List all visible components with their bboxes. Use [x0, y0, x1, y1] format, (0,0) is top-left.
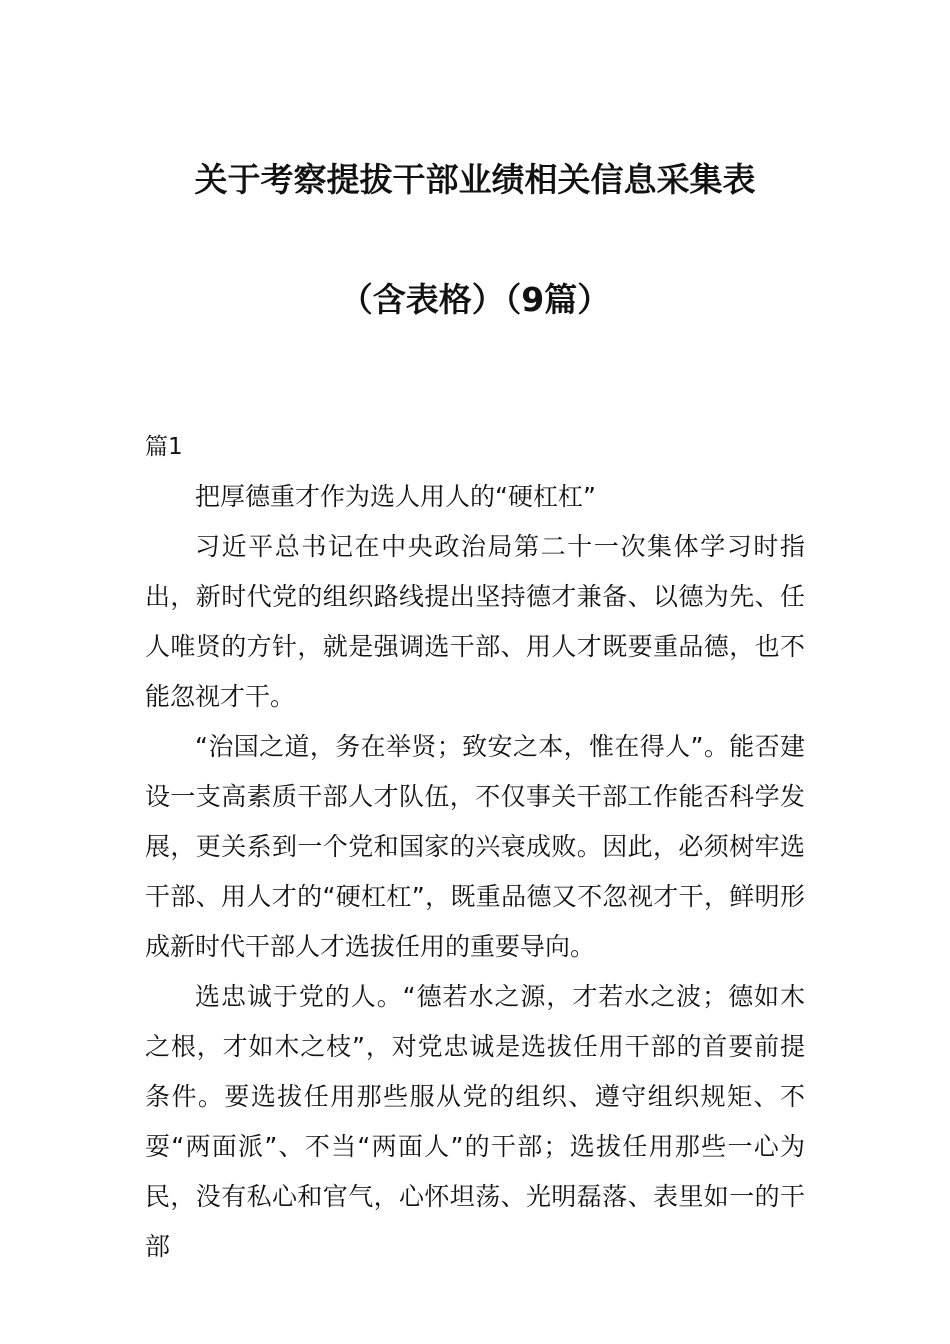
paragraph: 选忠诚于党的人。“德若水之源，才若水之波；德如木之根，才如木之枝”，对党忠诚是选拔任用干部的首要前提条件。要选拔任用那些服从党的组织、遵守组织规矩、不耍“两面派”、不当“两面人”的干部；选拔任用那些一心为民，没有私心和官气，心怀坦荡、光明磊落、表里如一的干部: [145, 982, 805, 1261]
paragraph: 习近平总书记在中央政治局第二十一次集体学习时指出，新时代党的组织路线提出坚持德才兼备、以德为先、任人唯贤的方针，就是强调选干部、用人才既要重品德，也不能忽视才干。: [145, 532, 805, 711]
document-title-line-2: （含表格）（9篇）: [339, 280, 611, 319]
paragraph: “治国之道，务在举贤；致安之本，惟在得人”。能否建设一支高素质干部人才队伍，不仅事关干部工作能否科学发展，更关系到一个党和国家的兴衰成败。因此，必须树牢选干部、用人才的“硬杠杠”，既重品德又不忽视才干，鲜明形成新时代干部人才选拔任用的重要导向。: [145, 732, 805, 961]
document-body: [145, 422, 835, 1272]
document-title-line-1: 关于考察提拔干部业绩相关信息采集表: [194, 160, 756, 199]
section-label: 篇1: [145, 434, 183, 460]
article-heading: 把厚德重才作为选人用人的“硬杠杠”: [195, 482, 596, 511]
